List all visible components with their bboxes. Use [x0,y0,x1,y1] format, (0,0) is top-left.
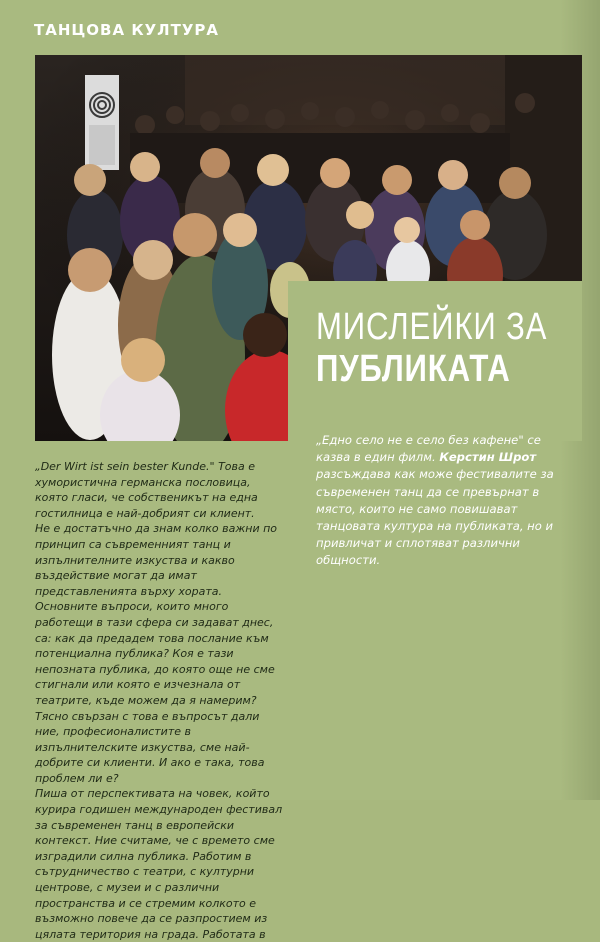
lead-text-1: „Едно село не е село без кафене" се казва в един филм. [316,433,541,465]
article-title-line1: МИСЛЕЙКИ ЗА [316,306,548,348]
article-body [35,459,285,942]
article-title-line2: ПУБЛИКАТА [316,348,511,390]
lead-author: Керстин Шрот [439,450,537,465]
body-paragraph-2: Не е достатъчно да знам колко важни по принцип са съвременният танц и изпълнителните изкуства и какво въздействие могат да имат представленията върху хората. Основните въпроси, които много работещи в тази сфера си задават днес, са: как да предадем това послание към потенциална публика? Коя е тази непозната публика, до която още не сме стигнали или която е изчезнала от театрите, къде можем да я намерим? Тясно свързан с това е въпросът дали ние, професионалистите в изпълнителските изкуства, сме най-добрите си клиенти. И ако е така, това проблем ли е? [35,522,278,785]
lead-text-2: разсъждава как може фестивалите за съвременен танц да се превърнат в място, които не само повишават танцовата култура на публиката, но и привличат и сплотяват различни общности. [316,467,554,568]
article-lead [316,432,574,570]
section-label: ТАНЦОВА КУЛТУРА [34,21,220,39]
body-paragraph-3: Пиша от перспективата на човек, който курира годишен международен фестивал за съвременен танц в европейски контекст. Ние считаме, че с времето сме изградили силна публика. Работим в сътрудничество с театри, с културни центрове, с музеи и с различни пространства и се стремим колкото е възможно повече да се разпростием из цялата територия на града. Работата в [35,787,283,941]
body-paragraph-1: „Der Wirt ist sein bester Kunde." Това е хумористична германска пословица, която гласи, че собственикът на една гостилница е най-добрият си клиент. [35,460,258,520]
